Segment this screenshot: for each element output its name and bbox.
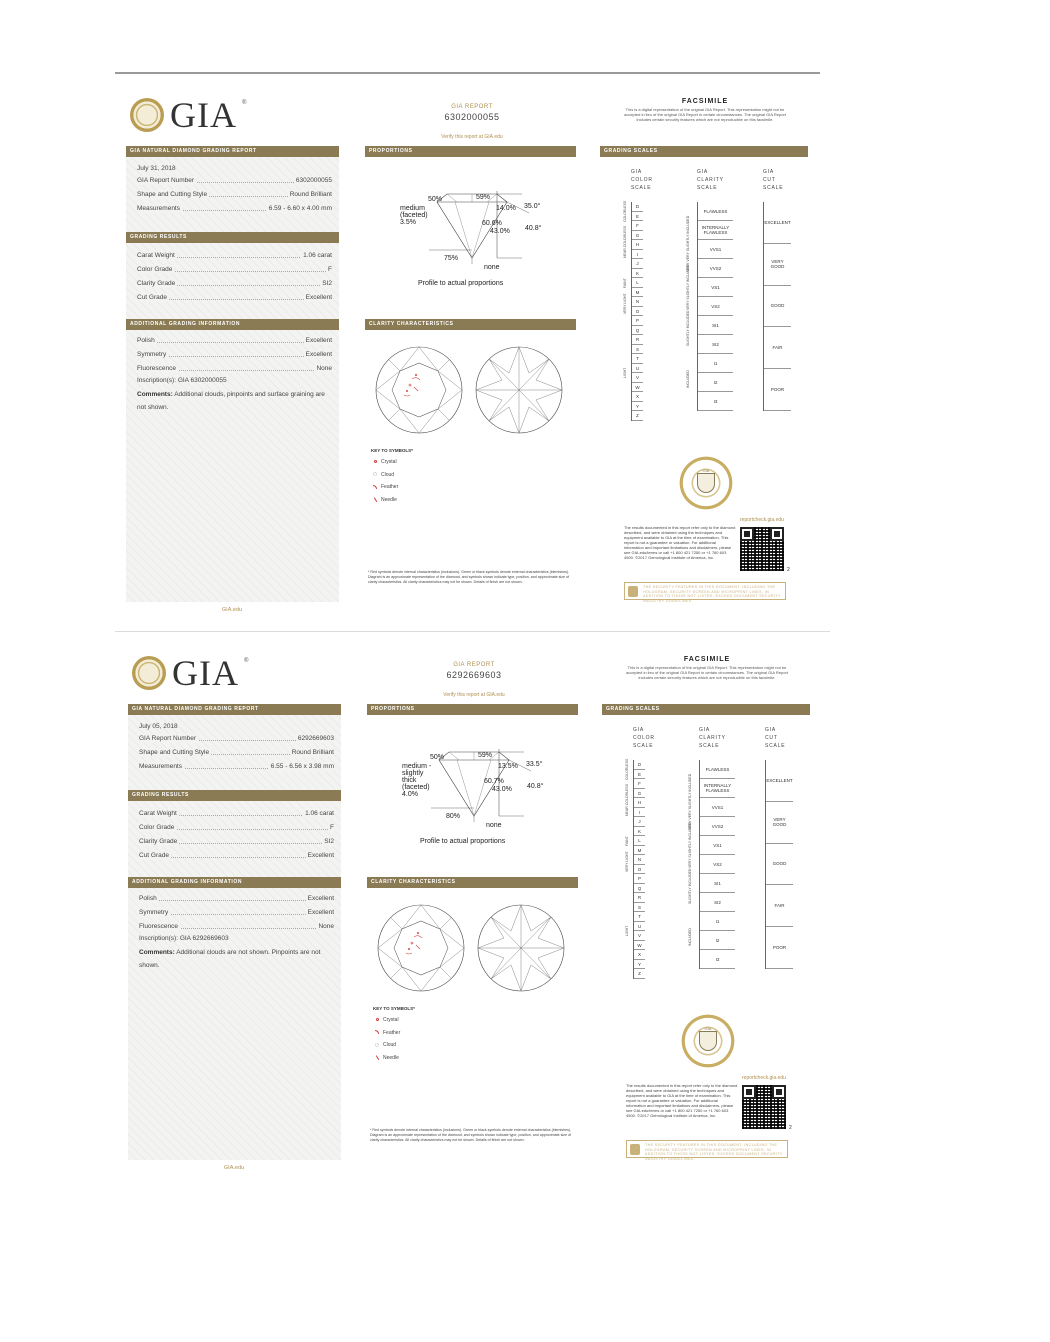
clarity-group-label: SLIGHTLY INCLUDED	[686, 310, 690, 346]
cut-grade: FAIR	[766, 885, 793, 927]
color-grade: Z	[632, 411, 643, 421]
additional-info	[137, 364, 332, 373]
report-field-label: Measurements	[139, 763, 182, 770]
report-field-value: 6292669603	[297, 735, 334, 742]
grading-result-value: Excellent	[307, 852, 334, 859]
color-grade: Y	[632, 402, 643, 412]
key-item-cloud: Cloud	[373, 472, 394, 478]
grading-result	[137, 251, 332, 260]
report-field-label: Shape and Cutting Style	[139, 749, 210, 756]
cut-grade: FAIR	[764, 327, 791, 369]
comments: Comments: Additional clouds, pinpoints and surface graining are not shown.	[137, 391, 325, 411]
grading-result-value: SI2	[324, 838, 334, 845]
clarity-group-label: VERY VERY SLIGHTLY INCLUDED	[686, 215, 690, 272]
report-field-label: GIA Report Number	[139, 735, 197, 742]
clarity-grade: INTERNALLY FLAWLESS	[700, 779, 735, 798]
clarity-grade: FLAWLESS	[700, 760, 735, 779]
clarity-plot-pavilion	[474, 345, 564, 435]
clarity-scale	[699, 760, 735, 969]
color-scale	[633, 760, 645, 979]
report-field-label: GIA Report Number	[137, 177, 195, 184]
clarity-grade: VS2	[698, 297, 733, 316]
color-grade: Q	[632, 326, 643, 336]
section-natural: GIA NATURAL DIAMOND GRADING REPORT	[128, 704, 341, 715]
additional-info	[139, 908, 334, 917]
inscription: Inscription(s): GIA 6292669603	[139, 935, 229, 942]
key-item-crystal: Crystal	[375, 1017, 399, 1023]
grading-result-label: Clarity Grade	[137, 280, 176, 287]
section-additional: ADDITIONAL GRADING INFORMATION	[128, 877, 341, 888]
clarity-grade: VS2	[700, 855, 735, 874]
grading-result-value: 1.06 carat	[303, 252, 332, 259]
grading-report: GIA ® GIA REPORT 6302000055 Verify this report at GIA.edu FACSIMILE This is a digital representation of the original GIA Report. This representation might not be accepted in lieu of the original GIA Report in certain circumstances. The original GIA Report includes certain security features which are not reproducible on this facsimile. GIA NATURAL DIAMOND GRADING REPORT July 31, 2018 GIA Report Number 6302000055 Shape and Cutting Style Round Brilliant Measurements 6.59 - 6.60 x 4.00 mm GRADING RESULTS Carat Weight 1.06 carat Color Grade F Clarity Grade SI2 Cut Grade Excellent ADDITIONAL GRADING INFORMATION Polish Excellent Symmetry Excellent Fluorescence None Inscription(s): GIA 6302000055 Comments: Additional clouds, pinpoints and surface graining are not shown. GIA.edu PROPORTIONS 50% 59% 35.0° 14.0% 60.6% 40.8° 43.0% medium (faceted) 3.5% 75% none Profile to actual proportions CLARITY CHARACTERISTICS KEY TO SYMBOLS* Crystal Cloud Feather Needle * Red symbols denote internal characteristics (inclusions). Green or black symbols denote external characteristics (blemishes). Diagram is an approximate representation of the diamond, and symbols shown indicate type, position, and approximate size of clarity characteristics. All clarity characteristics may not be shown. Details of finish are not shown. GRADING SCALES GIA COLOR SCALE GIA CLARITY SCALE GIA CUT SCALE D E F G H I J K L M N O P Q R S T U V W X Y Z COLORLESS NEAR COLORLESS FAINT VERY LIGHT LIGHT FLAWLESS INTERNALLY FLAWLESS VVS1 VVS2 VS1 VS2 SI1 SI2 I1 I2 I3 VERY VERY SLIGHTLY INCLUDED VERY SLIGHTLY INCLUDED SLIGHTLY INCLUDED INCLUDED EXCELLENT VERY GOOD GOOD FAIR POOR GIA reportcheck.gia.edu The results documented in this report refer only to the diamond described, and were obtained using the techniques and equipment available to GIA at the time of examination. This report is not a guarantee or valuation. For additional information and important limitations and disclaimers, please see GIA.edu/terms or call +1 800 421 7250 or +1 760 603 4500. ©2017 Gemological Institute of America, Inc. 2 THE SECURITY FEATURES IN THIS DOCUMENT, INCLUDING THE HOLOGRAM, SECURITY SCREEN AND MICROPRINT LINES, IN ADDITION TO THOSE NOT LISTED, EXCEED DOCUMENT SECURITY INDUSTRY GUIDELINES.	[0, 90, 1050, 650]
additional-info-value: Excellent	[305, 337, 332, 344]
report-field	[137, 190, 332, 199]
color-group-label: VERY LIGHT	[623, 293, 627, 314]
clarity-footnote: * Red symbols denote internal characteristics (inclusions). Green or black symbols denote external characteristics (blemishes). Diagram is an approximate representation of the diamond, and symbols shown indicate type, position, and approximate size of clarity characteristics. All clarity characteristics may not be shown. Details of finish are not shown.	[370, 1128, 572, 1142]
color-grade: Z	[634, 969, 645, 979]
section-natural: GIA NATURAL DIAMOND GRADING REPORT	[126, 146, 339, 157]
color-grade: V	[632, 373, 643, 383]
clarity-grade: FLAWLESS	[698, 202, 733, 221]
additional-info-value: Excellent	[307, 909, 334, 916]
grading-result	[137, 279, 332, 288]
section-additional: ADDITIONAL GRADING INFORMATION	[126, 319, 339, 330]
color-grade: K	[634, 827, 645, 837]
clarity-group-label: VERY SLIGHTLY INCLUDED	[686, 264, 690, 310]
key-to-symbols-title: KEY TO SYMBOLS*	[373, 1006, 415, 1011]
color-scale	[631, 202, 643, 421]
cut-grade: POOR	[764, 369, 791, 411]
report-header: GIA REPORT 6292669603	[414, 662, 534, 680]
additional-info-label: Polish	[137, 337, 155, 344]
facsimile-notice: FACSIMILE This is a digital representation of the original GIA Report. This representation might not be accepted in lieu of the original GIA Report in certain circumstances. The original GIA Report includes certain security features which are not reproducible on this facsimile.	[626, 656, 788, 680]
report-field-value: Round Brilliant	[291, 749, 334, 756]
top-rule	[115, 72, 820, 74]
color-grade: D	[634, 760, 645, 770]
disclaimer-text: The results documented in this report refer only to the diamond described, and were obtained using the techniques and equipment available to GIA at the time of examination. This report is not a guarantee or valuation. For additional information and important limitations and disclaimers, please see GIA.edu/terms or call +1 800 421 7250 or +1 760 603 4500. ©2017 Gemological Institute of America, Inc.	[624, 525, 736, 560]
additional-info	[137, 350, 332, 359]
clarity-grade: VS1	[698, 278, 733, 297]
color-grade: L	[634, 836, 645, 846]
verify-link[interactable]: Verify this report at GIA.edu	[441, 134, 503, 140]
report-check-link[interactable]: reportcheck.gia.edu	[740, 517, 784, 523]
section-clarity: CLARITY CHARACTERISTICS	[367, 877, 578, 888]
additional-info-value: None	[318, 923, 334, 930]
color-grade: H	[634, 798, 645, 808]
lock-icon	[630, 1144, 640, 1155]
additional-info-value: None	[316, 365, 332, 372]
additional-info-label: Symmetry	[137, 351, 167, 358]
additional-info-value: Excellent	[307, 895, 334, 902]
clarity-grade: I1	[698, 354, 733, 373]
report-field-label: Shape and Cutting Style	[137, 191, 208, 198]
clarity-grade: VVS1	[700, 798, 735, 817]
color-grade: U	[632, 364, 643, 374]
report-number: 6302000055	[444, 112, 500, 122]
lock-icon	[628, 586, 638, 597]
cut-scale	[763, 202, 791, 411]
color-grade: X	[632, 392, 643, 402]
color-grade: Q	[634, 884, 645, 894]
grading-result	[139, 837, 334, 846]
security-notice: THE SECURITY FEATURES IN THIS DOCUMENT, INCLUDING THE HOLOGRAM, SECURITY SCREEN AND MICROPRINT LINES, IN ADDITION TO THOSE NOT LISTED, EXCEED DOCUMENT SECURITY INDUSTRY GUIDELINES.	[624, 582, 786, 600]
color-group-label: NEAR COLORLESS	[625, 783, 629, 816]
color-grade: G	[632, 231, 643, 241]
color-group-label: LIGHT	[625, 925, 629, 936]
profile-caption: Profile to actual proportions	[420, 838, 506, 845]
color-grade: S	[634, 903, 645, 913]
color-group-label: VERY LIGHT	[625, 851, 629, 872]
color-grade: J	[634, 817, 645, 827]
grading-result-value: SI2	[322, 280, 332, 287]
report-field	[137, 176, 332, 185]
report-field	[139, 748, 334, 757]
clarity-plot-crown	[374, 345, 464, 435]
clarity-scale-header: GIA CLARITY SCALE	[699, 727, 726, 749]
cut-scale	[765, 760, 793, 969]
proportions-diagram	[397, 188, 557, 278]
gia-wordmark: GIA	[170, 95, 237, 135]
cut-scale-header: GIA CUT SCALE	[763, 169, 784, 191]
grading-result-value: 1.06 carat	[305, 810, 334, 817]
key-to-symbols-title: KEY TO SYMBOLS*	[371, 448, 413, 453]
section-grading-scales: GRADING SCALES	[600, 146, 808, 157]
color-grade: P	[634, 874, 645, 884]
grading-result-label: Clarity Grade	[139, 838, 178, 845]
grading-result	[137, 265, 332, 274]
color-grade: F	[632, 221, 643, 231]
clarity-grade: I3	[700, 950, 735, 969]
color-grade: M	[632, 288, 643, 298]
additional-info-label: Fluorescence	[137, 365, 177, 372]
report-field	[139, 734, 334, 743]
security-notice: THE SECURITY FEATURES IN THIS DOCUMENT, INCLUDING THE HOLOGRAM, SECURITY SCREEN AND MICROPRINT LINES, IN ADDITION TO THOSE NOT LISTED, EXCEED DOCUMENT SECURITY INDUSTRY GUIDELINES.	[626, 1140, 788, 1158]
report-header: GIA REPORT 6302000055	[412, 104, 532, 122]
cut-grade: VERY GOOD	[764, 244, 791, 286]
clarity-plot-pavilion	[476, 903, 566, 993]
grading-result-label: Color Grade	[139, 824, 175, 831]
color-grade: O	[634, 865, 645, 875]
color-grade: G	[634, 789, 645, 799]
additional-info-label: Fluorescence	[139, 923, 179, 930]
color-group-label: LIGHT	[623, 367, 627, 378]
disclaimer-text: The results documented in this report refer only to the diamond described, and were obtained using the techniques and equipment available to GIA at the time of examination. This report is not a guarantee or valuation. For additional information and important limitations and disclaimers, please see GIA.edu/terms or call +1 800 421 7250 or +1 760 603 4500. ©2017 Gemological Institute of America, Inc.	[626, 1083, 738, 1118]
color-grade: P	[632, 316, 643, 326]
profile-caption: Profile to actual proportions	[418, 280, 504, 287]
clarity-group-label: INCLUDED	[688, 928, 692, 946]
qr-code-icon[interactable]	[742, 1085, 786, 1129]
report-number: 6292669603	[446, 670, 502, 680]
color-grade: K	[632, 269, 643, 279]
color-grade: J	[632, 259, 643, 269]
comments: Comments: Additional clouds are not shown. Pinpoints are not shown.	[139, 949, 321, 969]
gia-seal-icon	[130, 98, 164, 132]
clarity-grade: I1	[700, 912, 735, 931]
section-grading-results: GRADING RESULTS	[128, 790, 341, 801]
clarity-grade: SI2	[700, 893, 735, 912]
facsimile-notice: FACSIMILE This is a digital representation of the original GIA Report. This representation might not be accepted in lieu of the original GIA Report in certain circumstances. The original GIA Report includes certain security features which are not reproducible on this facsimile.	[624, 98, 786, 122]
color-grade: Y	[634, 960, 645, 970]
grading-result-value: F	[330, 824, 334, 831]
clarity-grade: VS1	[700, 836, 735, 855]
report-field-value: 6.59 - 6.60 x 4.00 mm	[268, 205, 332, 212]
clarity-grade: VVS2	[700, 817, 735, 836]
girdle-label: medium (faceted) 3.5%	[400, 205, 428, 226]
color-grade: E	[632, 212, 643, 222]
key-item-needle: Needle	[375, 1055, 399, 1061]
key-item-crystal: Crystal	[373, 459, 397, 465]
grading-result	[137, 293, 332, 302]
color-group-label: FAINT	[625, 836, 629, 846]
additional-info-value: Excellent	[305, 351, 332, 358]
report-field	[137, 204, 332, 213]
cut-grade: VERY GOOD	[766, 802, 793, 844]
cut-scale-header: GIA CUT SCALE	[765, 727, 786, 749]
grading-result	[139, 809, 334, 818]
report-field-value: 6302000055	[295, 177, 332, 184]
additional-info	[139, 894, 334, 903]
cut-grade: POOR	[766, 927, 793, 969]
clarity-grade: SI1	[698, 316, 733, 335]
section-clarity: CLARITY CHARACTERISTICS	[365, 319, 576, 330]
color-grade: D	[632, 202, 643, 212]
report-date: July 05, 2018	[139, 723, 178, 730]
grading-result-label: Carat Weight	[137, 252, 175, 259]
color-grade: N	[632, 297, 643, 307]
key-item-feather: Feather	[373, 484, 398, 490]
cut-grade: EXCELLENT	[764, 202, 791, 244]
gia-seal-icon: GIA	[678, 455, 734, 511]
color-scale-header: GIA COLOR SCALE	[631, 169, 653, 191]
grading-report: GIA ® GIA REPORT 6292669603 Verify this report at GIA.edu FACSIMILE This is a digital representation of the original GIA Report. This representation might not be accepted in lieu of the original GIA Report in certain circumstances. The original GIA Report includes certain security features which are not reproducible on this facsimile. GIA NATURAL DIAMOND GRADING REPORT July 05, 2018 GIA Report Number 6292669603 Shape and Cutting Style Round Brilliant Measurements 6.55 - 6.56 x 3.98 mm GRADING RESULTS Carat Weight 1.06 carat Color Grade F Clarity Grade SI2 Cut Grade Excellent ADDITIONAL GRADING INFORMATION Polish Excellent Symmetry Excellent Fluorescence None Inscription(s): GIA 6292669603 Comments: Additional clouds are not shown. Pinpoints are not shown. GIA.edu PROPORTIONS 50% 59% 33.5° 13.5% 60.7% 40.8° 43.0% medium - slightly thick (faceted) 4.0% 80% none Profile to actual proportions CLARITY CHARACTERISTICS KEY TO SYMBOLS* Crystal Feather Cloud Needle * Red symbols denote internal characteristics (inclusions). Green or black symbols denote external characteristics (blemishes). Diagram is an approximate representation of the diamond, and symbols shown indicate type, position, and approximate size of clarity characteristics. All clarity characteristics may not be shown. Details of finish are not shown. GRADING SCALES GIA COLOR SCALE GIA CLARITY SCALE GIA CUT SCALE D E F G H I J K L M N O P Q R S T U V W X Y Z COLORLESS NEAR COLORLESS FAINT VERY LIGHT LIGHT FLAWLESS INTERNALLY FLAWLESS VVS1 VVS2 VS1 VS2 SI1 SI2 I1 I2 I3 VERY VERY SLIGHTLY INCLUDED VERY SLIGHTLY INCLUDED SLIGHTLY INCLUDED INCLUDED EXCELLENT VERY GOOD GOOD FAIR POOR GIA reportcheck.gia.edu The results documented in this report refer only to the diamond described, and were obtained using the techniques and equipment available to GIA at the time of examination. This report is not a guarantee or valuation. For additional information and important limitations and disclaimers, please see GIA.edu/terms or call +1 800 421 7250 or +1 760 603 4500. ©2017 Gemological Institute of America, Inc. 2 THE SECURITY FEATURES IN THIS DOCUMENT, INCLUDING THE HOLOGRAM, SECURITY SCREEN AND MICROPRINT LINES, IN ADDITION TO THOSE NOT LISTED, EXCEED DOCUMENT SECURITY INDUSTRY GUIDELINES.	[2, 648, 1050, 1208]
clarity-scale-header: GIA CLARITY SCALE	[697, 169, 724, 191]
report-field	[139, 762, 334, 771]
clarity-plot-crown	[376, 903, 466, 993]
cut-grade: GOOD	[764, 286, 791, 328]
color-grade: N	[634, 855, 645, 865]
gia-logo: GIA ®	[130, 98, 260, 138]
page-number: 2	[787, 567, 790, 573]
gia-wordmark: GIA	[172, 653, 239, 693]
color-group-label: COLORLESS	[623, 200, 627, 222]
color-grade: W	[634, 941, 645, 951]
grading-result-label: Carat Weight	[139, 810, 177, 817]
report-field-value: Round Brilliant	[289, 191, 332, 198]
additional-info	[137, 336, 332, 345]
grading-result-label: Cut Grade	[139, 852, 169, 859]
key-item-cloud: Cloud	[375, 1042, 396, 1048]
clarity-scale	[697, 202, 733, 411]
gia-edu-link[interactable]: GIA.edu	[223, 1165, 245, 1171]
key-item-feather: Feather	[375, 1030, 400, 1036]
gia-edu-link[interactable]: GIA.edu	[221, 607, 243, 613]
color-grade: I	[634, 808, 645, 818]
color-group-label: NEAR COLORLESS	[623, 225, 627, 258]
color-grade: W	[632, 383, 643, 393]
clarity-grade: I2	[698, 373, 733, 392]
report-check-link[interactable]: reportcheck.gia.edu	[742, 1075, 786, 1081]
color-grade: R	[632, 335, 643, 345]
color-grade: I	[632, 250, 643, 260]
report-date: July 31, 2018	[137, 165, 176, 172]
grading-result-value: F	[328, 266, 332, 273]
report-field-value: 6.55 - 6.56 x 3.98 mm	[270, 763, 334, 770]
color-grade: L	[632, 278, 643, 288]
color-group-label: COLORLESS	[625, 758, 629, 780]
additional-info-label: Polish	[139, 895, 157, 902]
grading-result-value: Excellent	[305, 294, 332, 301]
clarity-grade: VVS2	[698, 259, 733, 278]
gia-seal-icon	[132, 656, 166, 690]
key-item-needle: Needle	[373, 497, 397, 503]
color-grade: T	[634, 912, 645, 922]
color-grade: U	[634, 922, 645, 932]
grading-result-label: Color Grade	[137, 266, 173, 273]
additional-info	[139, 922, 334, 931]
clarity-grade: I3	[698, 392, 733, 411]
clarity-group-label: VERY SLIGHTLY INCLUDED	[688, 822, 692, 868]
color-grade: V	[634, 931, 645, 941]
additional-info-label: Symmetry	[139, 909, 169, 916]
section-proportions: PROPORTIONS	[365, 146, 576, 157]
clarity-group-label: INCLUDED	[686, 370, 690, 388]
report-field-label: Measurements	[137, 205, 180, 212]
color-grade: S	[632, 345, 643, 355]
grading-result	[139, 851, 334, 860]
clarity-grade: INTERNALLY FLAWLESS	[698, 221, 733, 240]
color-grade: H	[632, 240, 643, 250]
girdle-label: medium - slightly thick (faceted) 4.0%	[402, 763, 432, 798]
clarity-grade: SI2	[698, 335, 733, 354]
cut-grade: EXCELLENT	[766, 760, 793, 802]
color-grade: R	[634, 893, 645, 903]
verify-link[interactable]: Verify this report at GIA.edu	[443, 692, 505, 698]
section-grading-results: GRADING RESULTS	[126, 232, 339, 243]
section-proportions: PROPORTIONS	[367, 704, 578, 715]
clarity-grade: SI1	[700, 874, 735, 893]
color-grade: O	[632, 307, 643, 317]
color-scale-header: GIA COLOR SCALE	[633, 727, 655, 749]
clarity-footnote: * Red symbols denote internal characteristics (inclusions). Green or black symbols denote external characteristics (blemishes). Diagram is an approximate representation of the diamond, and symbols shown indicate type, position, and approximate size of clarity characteristics. All clarity characteristics may not be shown. Details of finish are not shown.	[368, 570, 570, 584]
inscription: Inscription(s): GIA 6302000055	[137, 377, 227, 384]
gia-logo: GIA ®	[132, 656, 262, 696]
cut-grade: GOOD	[766, 844, 793, 886]
color-grade: X	[634, 950, 645, 960]
clarity-group-label: SLIGHTLY INCLUDED	[688, 868, 692, 904]
clarity-grade: I2	[700, 931, 735, 950]
color-grade: F	[634, 779, 645, 789]
section-grading-scales: GRADING SCALES	[602, 704, 810, 715]
page-number: 2	[789, 1125, 792, 1131]
color-grade: E	[634, 770, 645, 780]
clarity-grade: VVS1	[698, 240, 733, 259]
grading-result-label: Cut Grade	[137, 294, 167, 301]
color-group-label: FAINT	[623, 278, 627, 288]
color-grade: M	[634, 846, 645, 856]
clarity-group-label: VERY VERY SLIGHTLY INCLUDED	[688, 773, 692, 830]
color-grade: T	[632, 354, 643, 364]
gia-seal-icon: GIA	[680, 1013, 736, 1069]
grading-result	[139, 823, 334, 832]
qr-code-icon[interactable]	[740, 527, 784, 571]
